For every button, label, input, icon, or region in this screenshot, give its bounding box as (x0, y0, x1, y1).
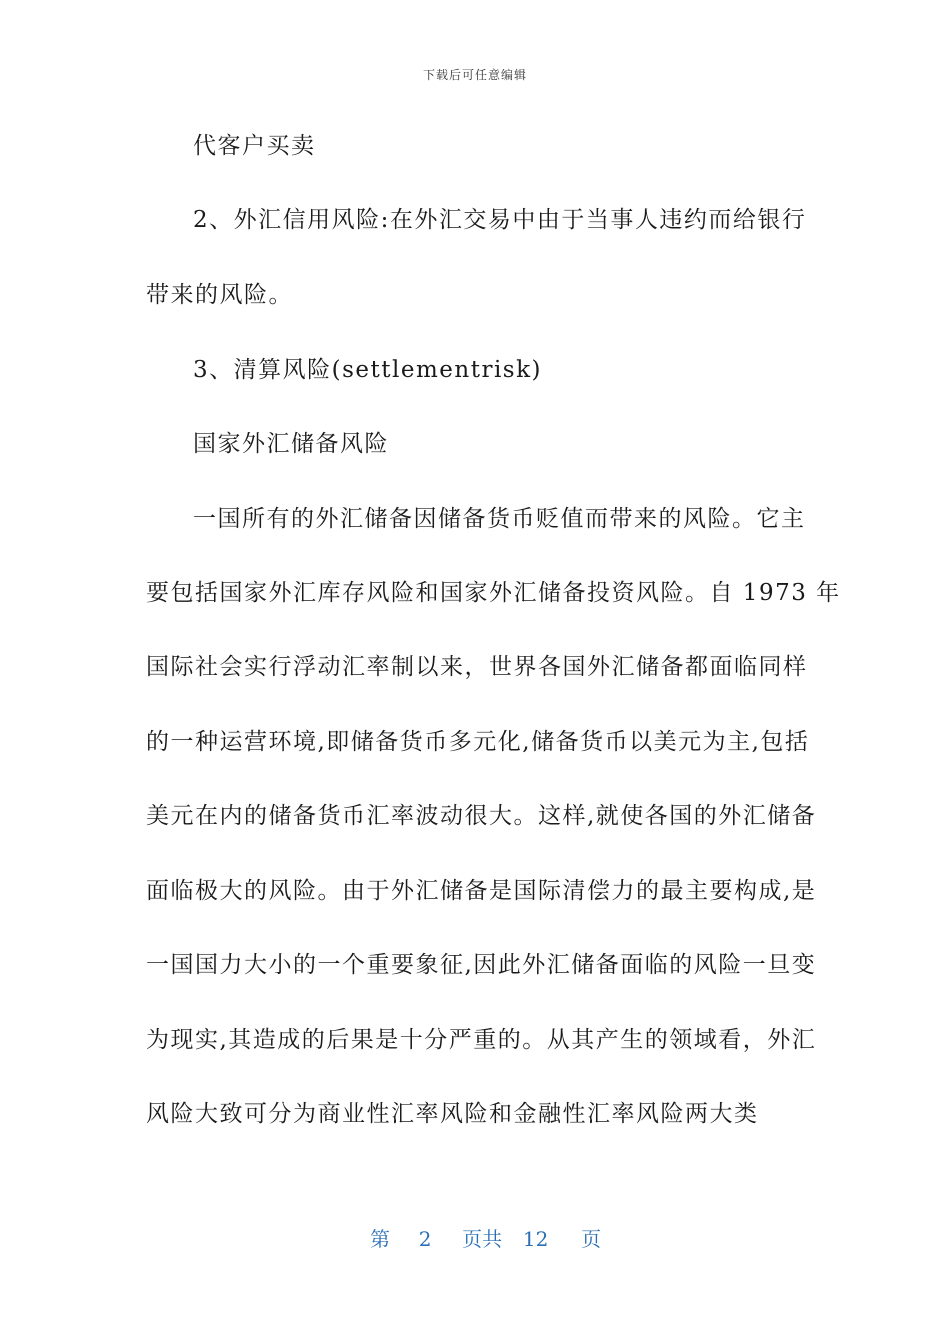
body-line-7: 要包括国家外汇库存风险和国家外汇储备投资风险。自 1973 年 (146, 580, 841, 606)
body-line-10: 美元在内的储备货币汇率波动很大。这样,就使各国的外汇储备 (146, 803, 817, 829)
body-line-14: 风险大致可分为商业性汇率风险和金融性汇率风险两大类 (146, 1101, 759, 1127)
page-footer-middle: 页共 (462, 1227, 503, 1251)
body-line-8: 国际社会实行浮动汇率制以来，世界各国外汇储备都面临同样 (146, 654, 808, 680)
body-line-1: 代客户买卖 (193, 133, 316, 159)
current-page-number: 2 (418, 1227, 432, 1251)
body-line-3: 带来的风险。 (146, 282, 293, 308)
body-line-2: 2、外汇信用风险:在外汇交易中由于当事人违约而给银行 (193, 207, 807, 233)
body-line-6: 一国所有的外汇储备因储备货币贬值而带来的风险。它主 (193, 506, 806, 532)
page-header-note: 下载后可任意编辑 (422, 68, 527, 82)
page-footer-prefix: 第 (370, 1227, 390, 1251)
body-line-9: 的一种运营环境,即储备货币多元化,储备货币以美元为主,包括 (146, 729, 810, 755)
body-line-13: 为现实,其造成的后果是十分严重的。从其产生的领域看，外汇 (146, 1027, 817, 1053)
body-line-4: 3、清算风险(settlementrisk) (193, 357, 543, 383)
body-line-5: 国家外汇储备风险 (193, 431, 389, 457)
page-number-footer (370, 1226, 601, 1252)
page-footer-suffix: 页 (581, 1227, 602, 1251)
body-line-11: 面临极大的风险。由于外汇储备是国际清偿力的最主要构成,是 (146, 878, 817, 904)
total-pages-number: 12 (522, 1227, 549, 1251)
body-line-12: 一国国力大小的一个重要象征,因此外汇储备面临的风险一旦变 (146, 952, 817, 978)
